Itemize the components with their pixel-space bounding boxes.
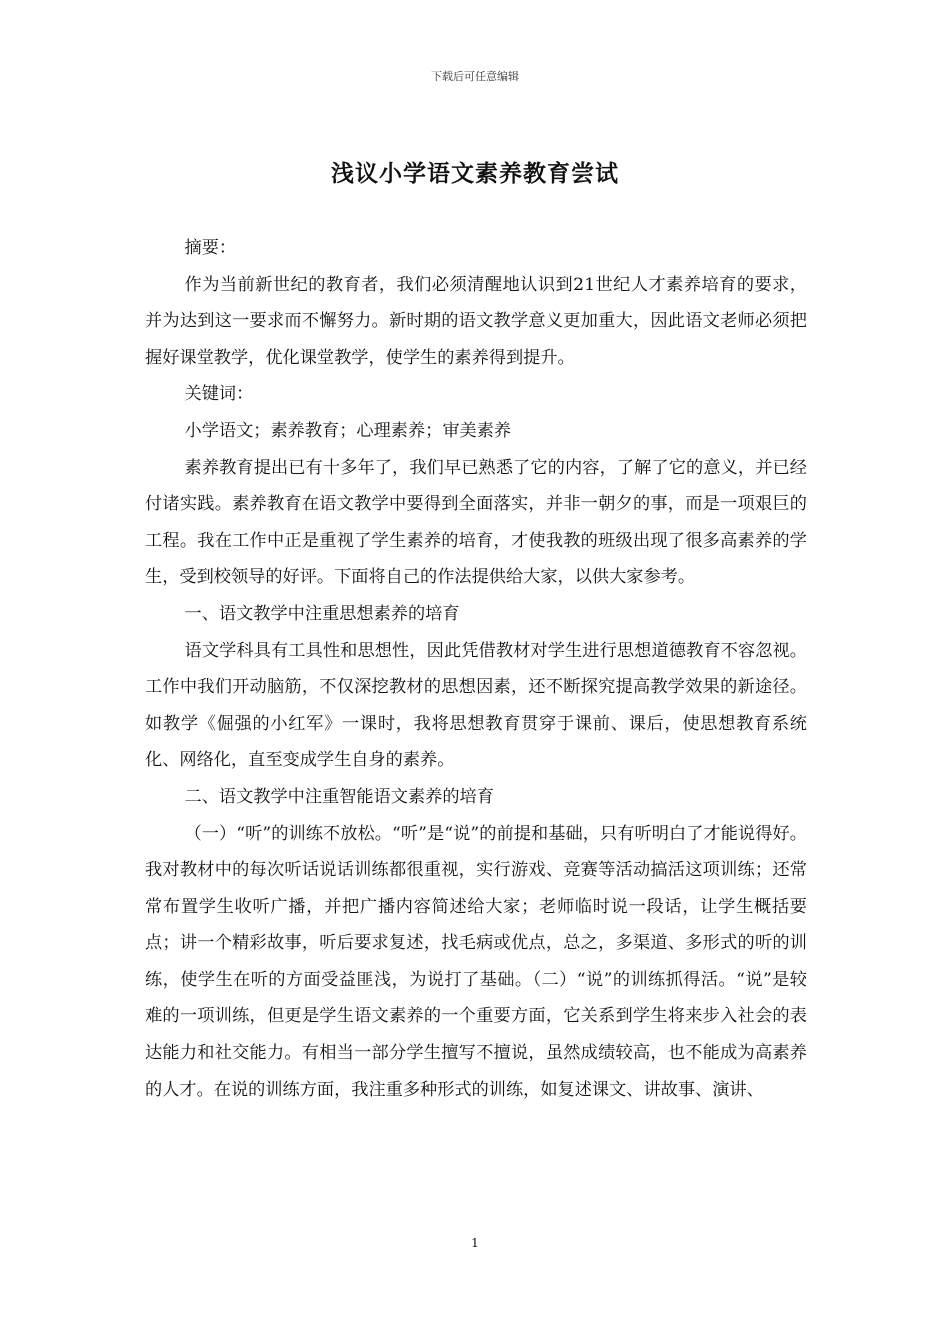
section-2-paragraph: （一）“听”的训练不放松。“听”是“说”的前提和基础，只有听明白了才能说得好。我对教材中的每次听话说话训练都很重视，实行游戏、竞赛等活动搞活这项训练；还常常布置学生收听广播，并把广播内容简述给大家；老师临时说一段话，让学生概括要点；讲一个精彩故事，听后要求复述，找毛病或优点，总之，多渠道、多形式的听的训练，使学生在听的方面受益匪浅，为说打了基础。（二）“说”的训练抓得活。“说”是较难的一项训练，但更是学生语文素养的一个重要方面，它关系到学生将来步入社会的表达能力和社交能力。有相当一部分学生擅写不擅说，虽然成绩较高，也不能成为高素养的人才。在说的训练方面，我注重多种形式的训练，如复述课文、讲故事、演讲、 [145, 823, 807, 1100]
abstract-paragraph: 作为当前新世纪的教育者，我们必须清醒地认识到21世纪人才素养培育的要求，并为达到这一要求而不懈努力。新时期的语文教学意义更加重大，因此语文老师必须把握好课堂教学，优化课堂教学，使学生的素养得到提升。 [145, 274, 807, 368]
body-text [145, 230, 807, 1108]
document-title: 浅议小学语文素养教育尝试 [331, 160, 619, 187]
keywords-heading: 关键词： [184, 384, 254, 405]
abstract-heading: 摘要： [184, 238, 237, 258]
section-1-paragraph: 语文学科具有工具性和思想性，因此凭借教材对学生进行思想道德教育不容忽视。工作中我们开动脑筋，不仅深挖教材的思想因素，还不断探究提高教学效果的新途径。如教学《倔强的小红军》一课时，我将思想教育贯穿于课前、课后，使思想教育系统化、网络化，直至变成学生自身的素养。 [145, 640, 807, 771]
section-heading-2: 二、语文教学中注重智能语文素养的培育 [184, 786, 494, 807]
section-heading-1: 一、语文教学中注重思想素养的培育 [184, 603, 460, 624]
page-number: 1 [471, 1236, 479, 1250]
header-note: 下载后可任意编辑 [431, 70, 519, 83]
keywords-paragraph: 小学语文；素养教育；心理素养；审美素养 [184, 420, 512, 441]
intro-paragraph: 素养教育提出已有十多年了，我们早已熟悉了它的内容，了解了它的意义，并已经付诸实践。素养教育在语文教学中要得到全面落实，并非一朝夕的事，而是一项艰巨的工程。我在工作中正是重视了学生素养的培育，才使我教的班级出现了很多高素养的学生，受到校领导的好评。下面将自己的作法提供给大家，以供大家参考。 [145, 457, 807, 588]
